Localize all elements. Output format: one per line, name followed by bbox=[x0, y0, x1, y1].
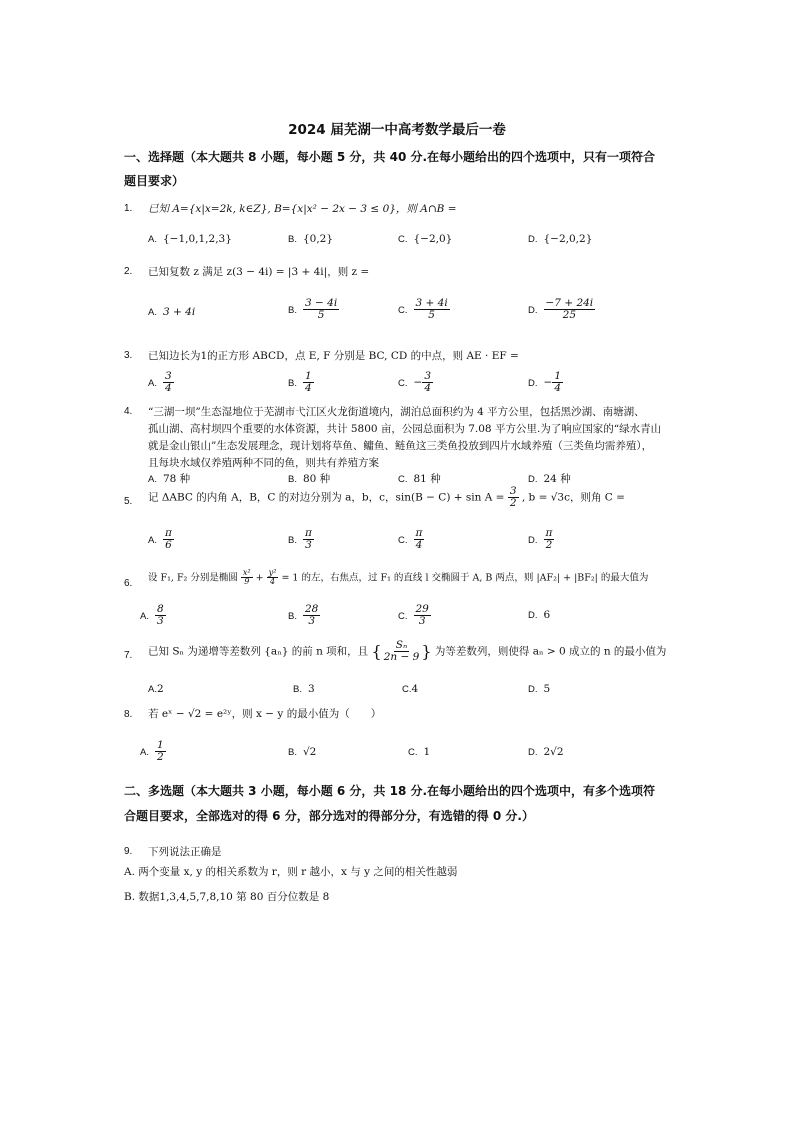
option-label: B. bbox=[288, 534, 297, 546]
q4-option-a bbox=[148, 471, 190, 486]
option-text: 78 种 bbox=[162, 473, 191, 485]
sign: − bbox=[543, 376, 553, 389]
option-label: B. bbox=[293, 684, 302, 695]
option-label: C. bbox=[398, 610, 408, 622]
denominator: 3 bbox=[418, 615, 426, 628]
option-label: A. bbox=[148, 377, 157, 389]
option-label: C. bbox=[402, 684, 412, 695]
fraction bbox=[552, 371, 563, 394]
q8-number: 8. bbox=[124, 709, 133, 720]
q1-option-d bbox=[528, 233, 592, 245]
q7-number: 7. bbox=[124, 650, 133, 661]
q6-number: 6. bbox=[124, 578, 133, 589]
denominator: 5 bbox=[317, 309, 325, 322]
q8-option-d bbox=[528, 746, 564, 758]
numerator: 3 − 4i bbox=[304, 297, 338, 309]
numerator: 1 bbox=[554, 370, 561, 382]
denominator: 9 bbox=[244, 577, 250, 587]
option-label: A. bbox=[148, 234, 157, 245]
option-label: D. bbox=[528, 534, 538, 546]
denominator: 2 bbox=[156, 751, 164, 764]
q5-option-c bbox=[398, 528, 424, 551]
denominator: 4 bbox=[164, 382, 172, 395]
denominator: 2 bbox=[545, 539, 553, 552]
denominator: 4 bbox=[424, 382, 431, 395]
option-label: C. bbox=[398, 304, 408, 316]
numerator: 1 bbox=[304, 370, 312, 382]
numerator: π bbox=[415, 527, 423, 539]
option-text: {0,2} bbox=[302, 233, 334, 245]
numerator: 8 bbox=[156, 603, 164, 615]
denominator: 4 bbox=[304, 382, 312, 395]
fraction bbox=[508, 486, 519, 509]
q9-option-b: B. 数据1,3,4,5,7,8,10 第 80 百分位数是 8 bbox=[124, 891, 330, 903]
section-2-heading-cont: 合题目要求，全部选对的得 6 分，部分选对的得部分分，有选错的得 0 分.） bbox=[124, 809, 534, 823]
option-text: {−2,0} bbox=[413, 233, 453, 245]
option-text: √2 bbox=[302, 746, 317, 758]
q4-option-b bbox=[288, 471, 330, 486]
q4-line-1: “三湖一坝”生态湿地位于芜湖市弋江区火龙街道境内，湖泊总面积约为 4 平方公里，包括黑沙湖、南塘湖、 bbox=[148, 406, 645, 418]
option-label: C. bbox=[398, 377, 408, 389]
option-label: A. bbox=[148, 307, 157, 318]
option-text: 81 种 bbox=[413, 473, 441, 485]
denominator: 2 bbox=[509, 497, 517, 510]
fraction bbox=[382, 640, 422, 663]
q4-option-c bbox=[398, 471, 441, 486]
option-label: B. bbox=[288, 304, 297, 316]
q7-stem bbox=[148, 640, 666, 663]
option-text: 24 种 bbox=[543, 473, 571, 485]
numerator: −7 + 24i bbox=[545, 297, 594, 309]
option-label: D. bbox=[528, 684, 538, 695]
denominator: 4 bbox=[269, 577, 276, 587]
q1-stem: 已知 A={x|x=2k, k∈Z}, B={x|x² − 2x − 3 ≤ 0}，则 A∩B = bbox=[148, 203, 457, 215]
q5-stem-part-a: 记 ΔABC 的内角 A，B，C 的对边分别为 a，b，c，sin(B − C) + sin A = bbox=[148, 491, 505, 504]
q5-stem bbox=[148, 486, 625, 509]
numerator: y² bbox=[268, 568, 277, 577]
option-label: C. bbox=[398, 234, 408, 245]
numerator: 3 bbox=[509, 485, 517, 497]
option-text: {−2,0,2} bbox=[543, 233, 593, 245]
option-label: A. bbox=[140, 746, 149, 758]
q4-option-d bbox=[528, 471, 571, 486]
q9-stem: 下列说法正确是 bbox=[148, 846, 222, 858]
q8-option-c bbox=[408, 746, 430, 758]
fraction bbox=[414, 298, 450, 321]
numerator: 3 + 4i bbox=[415, 297, 448, 309]
q7-stem-part-b: 为等差数列，则使得 aₙ > 0 成立的 n 的最小值为 bbox=[434, 645, 667, 658]
option-text: 3 bbox=[307, 683, 315, 695]
fraction bbox=[422, 371, 433, 394]
fraction bbox=[414, 528, 425, 551]
brace-left: { bbox=[371, 642, 382, 662]
q5-number: 5. bbox=[124, 496, 133, 507]
q4-line-2: 孤山湖、高村坝四个重要的水体资源，共计 5800 亩，公园总面积为 7.08 平方公里.为了响应国家的“绿水青山 bbox=[148, 423, 662, 435]
section-1-heading: 一、选择题（本大题共 8 小题，每小题 5 分，共 40 分.在每小题给出的四个选项中，只有一项符合 bbox=[124, 150, 656, 164]
q1-option-b bbox=[288, 233, 333, 245]
denominator: 2n − 9 bbox=[383, 651, 420, 664]
q2-option-b bbox=[288, 298, 339, 321]
numerator: 29 bbox=[415, 603, 429, 615]
q5-option-a bbox=[148, 528, 174, 551]
q3-option-a bbox=[148, 371, 174, 394]
q6-stem-part-b: = 1 的左，右焦点，过 F₁ 的直线 l 交椭圆于 A, B 两点，则 |AF₂| + |BF₂| 的最大值为 bbox=[281, 572, 649, 584]
denominator: 5 bbox=[428, 309, 435, 322]
fraction bbox=[163, 528, 174, 551]
option-label: B. bbox=[288, 234, 297, 245]
option-label: A. bbox=[148, 534, 157, 546]
option-text: 80 种 bbox=[302, 473, 331, 485]
numerator: π bbox=[304, 527, 312, 539]
fraction bbox=[303, 528, 314, 551]
option-text: 2√2 bbox=[543, 746, 564, 758]
numerator: π bbox=[164, 527, 172, 539]
option-label: C. bbox=[398, 474, 408, 485]
q2-option-d bbox=[528, 298, 595, 321]
q6-stem bbox=[148, 569, 648, 587]
option-label: D. bbox=[528, 610, 538, 621]
q6-option-d bbox=[528, 609, 550, 621]
q1-number: 1. bbox=[124, 203, 133, 214]
option-label: C. bbox=[398, 534, 408, 546]
option-text: 5 bbox=[543, 683, 551, 695]
q6-stem-part-a: 设 F₁, F₂ 分别是椭圆 bbox=[148, 572, 238, 584]
q7-stem-part-a: 已知 Sₙ 为递增等差数列 {aₙ} 的前 n 项和，且 bbox=[148, 645, 369, 658]
q1-option-a bbox=[148, 233, 232, 245]
numerator: 28 bbox=[304, 603, 319, 615]
q3-stem: 已知边长为1的正方形 ABCD，点 E, F 分别是 BC, CD 的中点，则 AE · EF = bbox=[148, 350, 519, 362]
q3-number: 3. bbox=[124, 350, 133, 361]
option-label: D. bbox=[528, 304, 538, 316]
numerator: x² bbox=[242, 568, 251, 577]
q1-option-c bbox=[398, 233, 452, 245]
q8-stem: 若 eˣ − √2 = e²ʸ，则 x − y 的最小值为（ ） bbox=[148, 708, 382, 720]
option-label: B. bbox=[288, 747, 297, 758]
option-text: 2 bbox=[156, 683, 164, 695]
q7-option-b bbox=[293, 683, 315, 695]
fraction bbox=[267, 569, 279, 587]
q4-line-3: 就是金山银山”生态发展理念，现计划将草鱼、鳙鱼、鲢鱼这三类鱼投放到四片水域养殖（三类鱼均需养殖）， bbox=[148, 440, 653, 452]
option-text: 6 bbox=[543, 609, 551, 621]
fraction bbox=[544, 528, 555, 551]
q8-option-a bbox=[140, 740, 166, 763]
q6-option-a bbox=[140, 604, 166, 627]
option-label: B. bbox=[288, 474, 297, 485]
denominator: 3 bbox=[156, 615, 164, 628]
q7-option-d bbox=[528, 683, 550, 695]
denominator: 6 bbox=[165, 539, 172, 552]
q3-option-b bbox=[288, 371, 314, 394]
fraction bbox=[303, 371, 314, 394]
q2-option-a bbox=[148, 306, 195, 318]
option-label: D. bbox=[528, 377, 538, 389]
q8-option-b bbox=[288, 746, 316, 758]
numerator: 1 bbox=[156, 739, 164, 751]
option-text: 4 bbox=[411, 683, 419, 695]
q4-number: 4. bbox=[124, 406, 133, 417]
option-label: D. bbox=[528, 234, 538, 245]
fraction bbox=[241, 569, 253, 587]
q6-option-b bbox=[288, 604, 320, 627]
fraction bbox=[155, 604, 166, 627]
option-label: D. bbox=[528, 474, 538, 485]
fraction bbox=[544, 298, 596, 321]
q4-line-4: 且每块水域仅养殖两种不同的鱼，则共有养殖方案 bbox=[148, 457, 379, 469]
denominator: 25 bbox=[562, 309, 577, 322]
option-label: A. bbox=[140, 610, 149, 622]
q5-option-d bbox=[528, 528, 554, 551]
q2-number: 2. bbox=[124, 266, 133, 277]
q9-option-a: A. 两个变量 x, y 的相关系数为 r，则 r 越小，x 与 y 之间的相关性越弱 bbox=[124, 866, 458, 878]
option-text: 1 bbox=[423, 746, 431, 758]
option-label: C. bbox=[408, 747, 418, 758]
q6-option-c bbox=[398, 604, 431, 627]
denominator: 3 bbox=[305, 539, 312, 552]
option-label: A. bbox=[148, 684, 157, 695]
numerator: Sₙ bbox=[395, 639, 408, 651]
q2-option-c bbox=[398, 298, 450, 321]
section-2-heading: 二、多选题（本大题共 3 小题，每小题 6 分，共 18 分.在每小题给出的四个选项中，有多个选项符 bbox=[124, 784, 656, 798]
q5-option-b bbox=[288, 528, 314, 551]
option-label: B. bbox=[288, 610, 297, 622]
q3-option-c bbox=[398, 371, 433, 394]
numerator: 3 bbox=[164, 370, 172, 382]
option-label: D. bbox=[528, 747, 538, 758]
q2-stem: 已知复数 z 满足 z(3 − 4i) = |3 + 4i|，则 z = bbox=[148, 266, 370, 278]
fraction bbox=[303, 604, 320, 627]
fraction bbox=[155, 740, 166, 763]
fraction bbox=[303, 298, 339, 321]
numerator: π bbox=[545, 527, 553, 539]
denominator: 4 bbox=[415, 539, 423, 552]
q3-option-d bbox=[528, 371, 563, 394]
sign: − bbox=[413, 376, 423, 389]
plus-sign: + bbox=[255, 572, 264, 584]
fraction bbox=[163, 371, 174, 394]
q5-stem-part-b: , b = √3c，则角 C = bbox=[521, 491, 625, 504]
option-text: {−1,0,1,2,3} bbox=[162, 233, 232, 245]
brace-right: } bbox=[421, 642, 432, 662]
q7-option-a bbox=[148, 683, 164, 695]
exam-title: 2024 届芜湖一中高考数学最后一卷 bbox=[288, 122, 506, 138]
q7-option-c bbox=[402, 683, 418, 695]
q9-number: 9. bbox=[124, 846, 133, 857]
option-text: 3 + 4i bbox=[162, 306, 196, 318]
denominator: 3 bbox=[308, 615, 316, 628]
section-1-heading-cont: 题目要求） bbox=[124, 174, 185, 188]
option-label: B. bbox=[288, 377, 297, 389]
fraction bbox=[414, 604, 431, 627]
option-label: A. bbox=[148, 474, 157, 485]
denominator: 4 bbox=[554, 382, 561, 395]
numerator: 3 bbox=[424, 370, 431, 382]
